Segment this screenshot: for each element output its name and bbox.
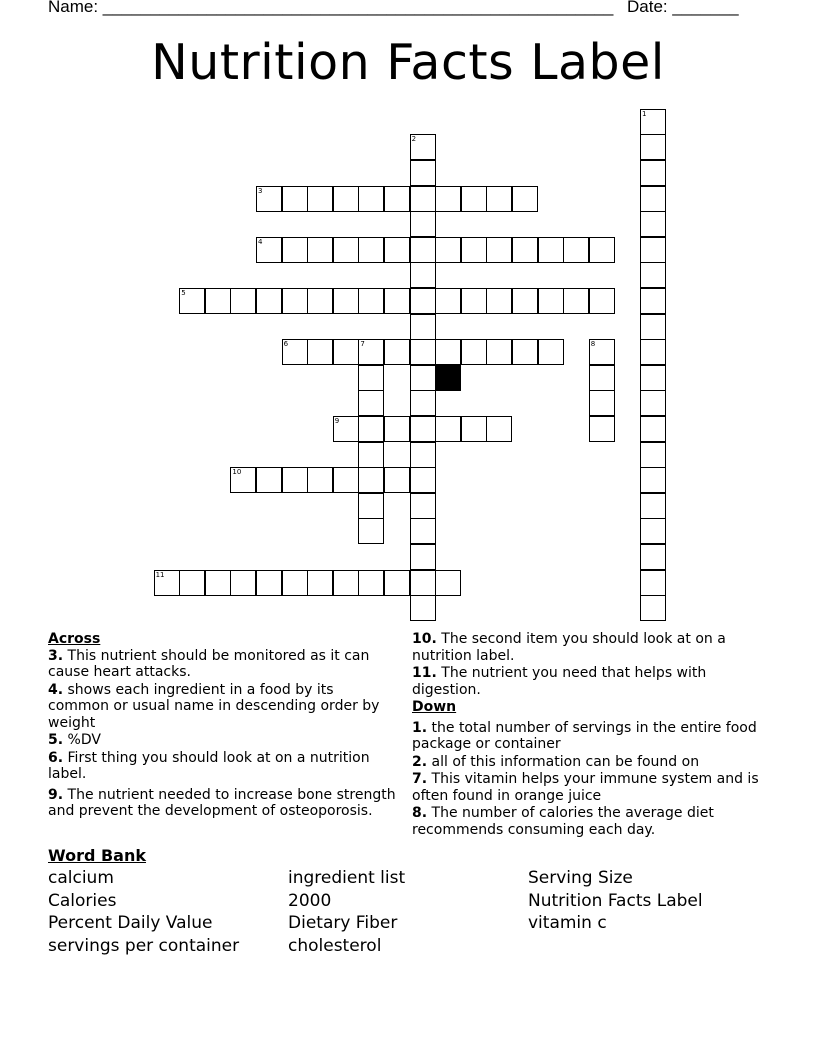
- clue-across-10: [412, 631, 762, 664]
- clue-text: shows each ingredient in a food by its common or usual name in descending order by weight: [48, 681, 380, 731]
- clue-number-label: 3: [258, 186, 263, 195]
- crossword-cell[interactable]: [435, 416, 461, 442]
- clues-column-left: [48, 631, 398, 821]
- clue-text: This nutrient should be monitored as it can cause heart attacks.: [48, 647, 370, 680]
- crossword-cell[interactable]: [256, 570, 282, 596]
- clue-number: 6.: [48, 749, 64, 766]
- crossword-cell[interactable]: [230, 570, 256, 596]
- clue-text: The second item you should look at on a nutrition label.: [412, 631, 726, 664]
- crossword-cell[interactable]: [589, 416, 615, 442]
- crossword-cell[interactable]: [640, 467, 666, 493]
- crossword-cell[interactable]: [410, 416, 436, 442]
- crossword-cell[interactable]: [486, 186, 512, 212]
- clue-text: First thing you should look at on a nutrition label.: [48, 749, 370, 782]
- crossword-cell[interactable]: [333, 416, 359, 442]
- crossword-cell[interactable]: [410, 467, 436, 493]
- crossword-cell[interactable]: [435, 339, 461, 365]
- crossword-cell[interactable]: [256, 186, 282, 212]
- name-field-label: Name: ______________________________________________________: [48, 0, 614, 16]
- crossword-cell[interactable]: [640, 416, 666, 442]
- crossword-cell[interactable]: [282, 570, 308, 596]
- crossword-cell[interactable]: [205, 288, 231, 314]
- clue-number: 5.: [48, 732, 64, 748]
- crossword-cell[interactable]: [410, 262, 436, 288]
- crossword-cell[interactable]: [589, 339, 615, 365]
- crossword-cell[interactable]: [563, 288, 589, 314]
- crossword-cell[interactable]: [435, 570, 461, 596]
- clue-down-7: [412, 771, 762, 804]
- clue-text: The nutrient needed to increase bone strength and prevent the development of osteoporosis.: [48, 786, 396, 819]
- crossword-cell[interactable]: [256, 288, 282, 314]
- crossword-cell[interactable]: [282, 237, 308, 263]
- crossword-cell[interactable]: [205, 570, 231, 596]
- crossword-cell[interactable]: [640, 109, 666, 135]
- crossword-cell[interactable]: [461, 237, 487, 263]
- crossword-cell[interactable]: [358, 442, 384, 468]
- crossword-cell[interactable]: [410, 339, 436, 365]
- crossword-cell[interactable]: [563, 237, 589, 263]
- crossword-cell[interactable]: [640, 570, 666, 596]
- clue-number-label: 5: [181, 289, 186, 297]
- crossword-cell[interactable]: [486, 416, 512, 442]
- crossword-cell[interactable]: [410, 134, 436, 160]
- crossword-cell[interactable]: [282, 339, 308, 365]
- crossword-cell[interactable]: [410, 595, 436, 621]
- crossword-cell[interactable]: [538, 288, 564, 314]
- crossword-cell[interactable]: [358, 518, 384, 544]
- crossword-cell[interactable]: [410, 186, 436, 212]
- clue-down-8: [412, 805, 762, 838]
- clue-number-label: 8: [590, 340, 596, 349]
- crossword-cell[interactable]: [307, 186, 333, 212]
- crossword-cell[interactable]: [640, 339, 666, 365]
- word-bank-title: Word Bank: [48, 846, 147, 865]
- crossword-cell[interactable]: [384, 237, 410, 263]
- crossword-cell[interactable]: [384, 186, 410, 212]
- clue-down-2: [412, 754, 762, 771]
- crossword-cell[interactable]: [179, 570, 205, 596]
- crossword-cell[interactable]: [154, 570, 180, 596]
- crossword-cell[interactable]: [435, 186, 461, 212]
- crossword-cell[interactable]: [384, 288, 410, 314]
- crossword-cell[interactable]: [333, 467, 359, 493]
- crossword-cell[interactable]: [410, 390, 436, 416]
- crossword-cell[interactable]: [307, 237, 333, 263]
- crossword-cell[interactable]: [358, 416, 384, 442]
- crossword-cell[interactable]: [640, 262, 666, 288]
- crossword-cell[interactable]: [230, 467, 256, 493]
- crossword-cell[interactable]: [512, 237, 538, 263]
- crossword-cell[interactable]: [307, 467, 333, 493]
- clue-number: 10.: [412, 631, 437, 647]
- word-bank-item: Calories: [48, 891, 117, 911]
- crossword-cell[interactable]: [640, 237, 666, 263]
- crossword-cell[interactable]: [640, 288, 666, 314]
- crossword-cell[interactable]: [486, 288, 512, 314]
- crossword-cell[interactable]: [640, 518, 666, 544]
- clue-number-label: 4: [258, 237, 263, 246]
- word-bank-item: vitamin c: [528, 913, 607, 933]
- clue-across-11: [412, 665, 762, 698]
- clue-number: 7.: [412, 771, 428, 787]
- clue-text: %DV: [67, 732, 101, 748]
- crossword-cell[interactable]: [640, 160, 666, 186]
- word-bank-item: cholesterol: [288, 936, 382, 956]
- clue-number: 1.: [412, 719, 428, 736]
- crossword-cell[interactable]: [512, 288, 538, 314]
- clue-number: 2.: [412, 753, 428, 770]
- clue-across-4: [48, 682, 398, 732]
- word-bank-item: servings per container: [48, 936, 240, 956]
- crossword-cell[interactable]: [333, 237, 359, 263]
- crossword-cell[interactable]: [358, 390, 384, 416]
- clue-number-label: 10: [232, 468, 242, 477]
- clue-across-6: [48, 750, 398, 783]
- crossword-cell[interactable]: [333, 288, 359, 314]
- crossword-cell[interactable]: [435, 288, 461, 314]
- crossword-cell[interactable]: [589, 365, 615, 391]
- crossword-cell[interactable]: [589, 237, 615, 263]
- crossword-cell[interactable]: [410, 160, 436, 186]
- crossword-cell[interactable]: [179, 288, 205, 314]
- word-bank-item: Serving Size: [528, 868, 633, 888]
- crossword-cell[interactable]: [333, 339, 359, 365]
- clue-text: The nutrient you need that helps with digestion.: [412, 665, 707, 698]
- crossword-cell[interactable]: [461, 416, 487, 442]
- crossword-cell[interactable]: [410, 288, 436, 314]
- crossword-cell[interactable]: [640, 544, 666, 570]
- crossword-cell[interactable]: [410, 314, 436, 340]
- crossword-cell[interactable]: [358, 493, 384, 519]
- clue-down-1: [412, 720, 762, 753]
- crossword-cell[interactable]: [282, 288, 308, 314]
- clue-text: This vitamin helps your immune system and is often found in orange juice: [412, 771, 759, 804]
- clue-number-label: 7: [360, 340, 365, 349]
- word-bank-item: Dietary Fiber: [288, 913, 398, 933]
- crossword-cell[interactable]: [384, 467, 410, 493]
- crossword-cell[interactable]: [512, 339, 538, 365]
- crossword-cell[interactable]: [640, 493, 666, 519]
- crossword-cell[interactable]: [486, 237, 512, 263]
- crossword-cell[interactable]: [358, 339, 384, 365]
- down-heading: Down: [412, 699, 457, 715]
- word-bank-item: 2000: [288, 891, 332, 911]
- clue-number: 3.: [48, 647, 64, 664]
- crossword-cell[interactable]: [307, 339, 333, 365]
- crossword-cell[interactable]: [384, 570, 410, 596]
- clue-number-label: 11: [155, 570, 165, 579]
- page-title: Nutrition Facts Label: [151, 34, 665, 91]
- crossword-cell[interactable]: [358, 288, 384, 314]
- clue-text: The number of calories the average diet recommends consuming each day.: [412, 805, 714, 838]
- crossword-cell[interactable]: [640, 211, 666, 237]
- crossword-cell[interactable]: [384, 416, 410, 442]
- crossword-cell[interactable]: [230, 288, 256, 314]
- clue-number: 11.: [412, 665, 437, 681]
- crossword-cell[interactable]: [358, 365, 384, 391]
- crossword-cell[interactable]: [358, 186, 384, 212]
- crossword-cell[interactable]: [410, 237, 436, 263]
- crossword-cell[interactable]: [333, 186, 359, 212]
- crossword-cell[interactable]: [589, 288, 615, 314]
- crossword-cell[interactable]: [384, 339, 410, 365]
- crossword-cell[interactable]: [640, 186, 666, 212]
- word-bank-item: Percent Daily Value: [48, 913, 213, 933]
- crossword-cell[interactable]: [307, 288, 333, 314]
- crossword-cell[interactable]: [512, 186, 538, 212]
- clues-column-right: [412, 631, 762, 839]
- crossword-cell[interactable]: [461, 288, 487, 314]
- crossword-cell[interactable]: [486, 339, 512, 365]
- clue-number: 9.: [48, 786, 64, 803]
- crossword-cell[interactable]: [640, 365, 666, 391]
- crossword-cell[interactable]: [640, 134, 666, 160]
- clue-number-label: 9: [334, 417, 340, 425]
- crossword-cell[interactable]: [410, 442, 436, 468]
- crossword-cell[interactable]: [256, 237, 282, 263]
- word-bank-item: calcium: [48, 868, 114, 888]
- crossword-cell[interactable]: [358, 237, 384, 263]
- crossword-cell[interactable]: [640, 442, 666, 468]
- crossword-cell[interactable]: [282, 186, 308, 212]
- crossword-cell[interactable]: [307, 570, 333, 596]
- crossword-cell[interactable]: [282, 467, 308, 493]
- crossword-cell[interactable]: [640, 390, 666, 416]
- crossword-cell[interactable]: [410, 493, 436, 519]
- clue-across-9: [48, 787, 398, 820]
- clue-number: 4.: [48, 681, 64, 698]
- crossword-cell[interactable]: [410, 365, 436, 391]
- clue-number-label: 1: [642, 109, 647, 118]
- crossword-cell[interactable]: [410, 211, 436, 237]
- crossword-cell[interactable]: [589, 390, 615, 416]
- crossword-cell[interactable]: [410, 518, 436, 544]
- clue-number-label: 6: [283, 340, 289, 349]
- crossword-cell[interactable]: [461, 186, 487, 212]
- crossword-cell[interactable]: [333, 570, 359, 596]
- word-bank-item: ingredient list: [288, 868, 406, 888]
- crossword-cell[interactable]: [435, 237, 461, 263]
- crossword-cell[interactable]: [538, 339, 564, 365]
- date-field-label: Date: _______: [627, 0, 739, 16]
- crossword-cell[interactable]: [256, 467, 282, 493]
- clue-number: 8.: [412, 805, 428, 821]
- word-bank-item: Nutrition Facts Label: [528, 891, 703, 911]
- clue-number-label: 2: [411, 135, 417, 144]
- crossword-cell[interactable]: [538, 237, 564, 263]
- crossword-cell[interactable]: [358, 570, 384, 596]
- clue-text: all of this information can be found on: [431, 753, 700, 770]
- crossword-cell[interactable]: [358, 467, 384, 493]
- crossword-cell[interactable]: [461, 339, 487, 365]
- clue-across-3: [48, 648, 398, 681]
- crossword-cell[interactable]: [640, 595, 666, 621]
- clue-text: the total number of servings in the entire food package or container: [412, 719, 757, 752]
- crossword-cell[interactable]: [640, 314, 666, 340]
- clue-across-5: [48, 732, 398, 749]
- crossword-cell[interactable]: [410, 570, 436, 596]
- crossword-cell[interactable]: [410, 544, 436, 570]
- across-heading: Across: [48, 631, 101, 647]
- crossword-black-cell: [435, 365, 461, 391]
